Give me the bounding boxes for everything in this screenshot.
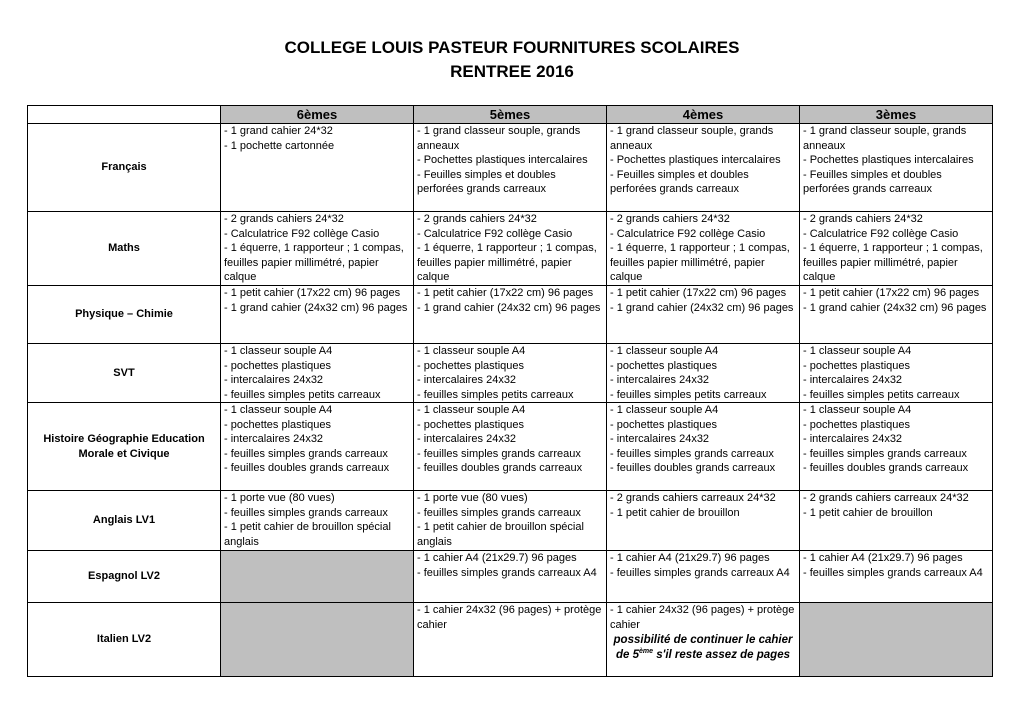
subject-cell: Anglais LV1 [28, 491, 221, 551]
supply-item: - 1 grand cahier (24x32 cm) 96 pages [610, 301, 794, 314]
supply-item: - 1 cahier A4 (21x29.7) 96 pages [417, 552, 577, 564]
supply-item: - feuilles simples grands carreaux [803, 447, 967, 460]
supply-item: - 1 équerre, 1 rapporteur ; 1 compas, feuilles papier millimétré, papier calque [417, 242, 597, 283]
supply-item: - pochettes plastiques [610, 418, 718, 431]
supply-item: - pochettes plastiques [803, 418, 911, 431]
supply-item: - 2 grands cahiers carreaux 24*32 [610, 492, 776, 504]
supplies-table [27, 105, 993, 677]
supply-item: - pochettes plastiques [610, 359, 718, 372]
supply-item: - feuilles simples grands carreaux [417, 447, 581, 460]
supply-cell-6emes [221, 344, 414, 403]
supply-item: - 1 classeur souple A4 [803, 345, 912, 357]
supply-cell-6emes [221, 124, 414, 212]
supply-cell-5emes [414, 491, 607, 551]
subject-cell: Espagnol LV2 [28, 551, 221, 603]
supply-cell-3emes [800, 286, 993, 344]
supply-cell-4emes [607, 551, 800, 603]
supply-item: - 1 classeur souple A4 [610, 404, 719, 416]
supply-item: - intercalaires 24x32 [417, 374, 517, 386]
supply-item: - pochettes plastiques [803, 359, 911, 372]
table-row [28, 344, 993, 403]
supply-item: - 1 pochette cartonnée [224, 139, 335, 152]
supply-item: - 1 cahier A4 (21x29.7) 96 pages [610, 552, 770, 564]
supply-item: - 1 classeur souple A4 [803, 404, 912, 416]
supply-item: - feuilles simples grands carreaux A4 [803, 566, 983, 579]
supply-item: - intercalaires 24x32 [610, 433, 710, 445]
supply-cell-4emes [607, 403, 800, 491]
supply-item: - 2 grands cahiers 24*32 [803, 213, 923, 225]
supply-item: - Feuilles simples et doubles perforées grands carreaux [417, 168, 556, 195]
supply-item: - 1 cahier A4 (21x29.7) 96 pages [803, 552, 963, 564]
supply-item: - Calculatrice F92 collège Casio [610, 227, 766, 240]
header-corner-cell [28, 106, 221, 124]
supply-item: - Pochettes plastiques intercalaires [610, 154, 781, 166]
supply-item: - 1 petit cahier (17x22 cm) 96 pages [417, 287, 594, 299]
supply-item: - feuilles doubles grands carreaux [224, 462, 390, 474]
note-text-before: possibilité de continuer le cahier de 5 [613, 634, 793, 661]
subject-cell: Physique – Chimie [28, 286, 221, 344]
supply-cell-3emes [800, 403, 993, 491]
supply-item: - Feuilles simples et doubles perforées grands carreaux [803, 168, 942, 195]
supply-cell-6emes [221, 212, 414, 286]
supply-cell-6emes [221, 403, 414, 491]
supply-item: - intercalaires 24x32 [224, 433, 324, 445]
supply-item: - feuilles doubles grands carreaux [417, 462, 583, 474]
table-row [28, 491, 993, 551]
supply-item: - 1 classeur souple A4 [224, 404, 333, 416]
supply-cell-3emes [800, 551, 993, 603]
supply-item: - feuilles simples grands carreaux [610, 447, 774, 460]
supply-cell-4emes [607, 124, 800, 212]
supply-item: - Feuilles simples et doubles perforées grands carreaux [610, 168, 749, 195]
supply-item: - 1 petit cahier (17x22 cm) 96 pages [224, 287, 401, 299]
supply-item: - 1 classeur souple A4 [417, 345, 526, 357]
supply-item: - pochettes plastiques [417, 418, 525, 431]
supply-item: - feuilles simples grands carreaux [417, 506, 581, 519]
supply-item: - 1 cahier 24x32 (96 pages) + protège cahier [417, 604, 602, 631]
supply-cell-5emes [414, 603, 607, 677]
note-superscript: ème [639, 648, 654, 656]
supply-item: - intercalaires 24x32 [224, 374, 324, 386]
supply-cell-6emes [221, 286, 414, 344]
subject-cell: Français [28, 124, 221, 212]
supply-item: - feuilles simples petits carreaux [224, 388, 381, 401]
supply-item: - 1 petit cahier (17x22 cm) 96 pages [803, 287, 980, 299]
supply-cell-4emes [607, 603, 800, 677]
supply-item: - pochettes plastiques [417, 359, 525, 372]
supply-item: - 1 porte vue (80 vues) [224, 492, 335, 504]
supply-item: - feuilles simples petits carreaux [610, 388, 767, 401]
supply-item: - intercalaires 24x32 [610, 374, 710, 386]
header-row [28, 106, 993, 124]
supply-item: - 1 équerre, 1 rapporteur ; 1 compas, feuilles papier millimétré, papier calque [224, 242, 404, 283]
continuation-note [610, 633, 796, 663]
supply-item: - 1 grand classeur souple, grands anneaux [417, 125, 581, 152]
level-header-4: 4èmes [607, 106, 800, 124]
supply-item: - intercalaires 24x32 [803, 374, 903, 386]
supply-item: - 1 équerre, 1 rapporteur ; 1 compas, feuilles papier millimétré, papier calque [610, 242, 790, 283]
table-row [28, 551, 993, 603]
supply-item: - 1 classeur souple A4 [417, 404, 526, 416]
supply-item: - 1 petit cahier de brouillon [803, 506, 933, 519]
title-line-2: RENTREE 2016 [450, 62, 574, 81]
level-header-6: 6èmes [221, 106, 414, 124]
supply-item: - 1 grand cahier (24x32 cm) 96 pages [417, 301, 601, 314]
supply-item: - feuilles simples grands carreaux A4 [417, 566, 597, 579]
supply-item: - 2 grands cahiers 24*32 [224, 213, 344, 225]
supply-item: - Calculatrice F92 collège Casio [417, 227, 573, 240]
supply-item: - 1 petit cahier de brouillon spécial anglais [224, 521, 391, 548]
supply-cell-3emes [800, 344, 993, 403]
supply-cell-3emes [800, 124, 993, 212]
supply-cell-4emes [607, 344, 800, 403]
supply-item: - 1 petit cahier (17x22 cm) 96 pages [610, 287, 787, 299]
title-line-1: COLLEGE LOUIS PASTEUR FOURNITURES SCOLAIRES [284, 38, 740, 57]
supply-item: - Pochettes plastiques intercalaires [803, 154, 974, 166]
supply-item: - feuilles simples petits carreaux [803, 388, 960, 401]
subject-cell: Histoire Géographie Education Morale et Civique [28, 403, 221, 491]
table-row [28, 124, 993, 212]
supply-cell-4emes [607, 212, 800, 286]
subject-cell: Maths [28, 212, 221, 286]
subject-cell: Italien LV2 [28, 603, 221, 677]
supply-item: - 2 grands cahiers 24*32 [417, 213, 537, 225]
supply-item: - 1 petit cahier de brouillon spécial anglais [417, 521, 584, 548]
supply-item: - feuilles simples petits carreaux [417, 388, 574, 401]
note-text-after: s'il reste assez de pages [653, 649, 790, 661]
supply-item: - feuilles simples grands carreaux [224, 447, 388, 460]
supply-item: - intercalaires 24x32 [803, 433, 903, 445]
supply-item: - 2 grands cahiers 24*32 [610, 213, 730, 225]
table-row [28, 603, 993, 677]
level-header-5: 5èmes [414, 106, 607, 124]
table-row [28, 212, 993, 286]
supply-cell-6emes [221, 603, 414, 677]
supply-item: - feuilles simples grands carreaux [224, 506, 388, 519]
supply-item: - feuilles doubles grands carreaux [610, 462, 776, 474]
subject-cell: SVT [28, 344, 221, 403]
supply-item: - 1 grand classeur souple, grands anneaux [803, 125, 967, 152]
supply-item: - Pochettes plastiques intercalaires [417, 154, 588, 166]
supply-cell-6emes [221, 551, 414, 603]
supply-item: - 1 grand classeur souple, grands anneaux [610, 125, 774, 152]
table-row [28, 403, 993, 491]
supply-item: - intercalaires 24x32 [417, 433, 517, 445]
table-row [28, 286, 993, 344]
supply-item: - feuilles doubles grands carreaux [803, 462, 969, 474]
supply-cell-5emes [414, 344, 607, 403]
supply-cell-5emes [414, 551, 607, 603]
supply-item: - 1 cahier 24x32 (96 pages) + protège cahier [610, 604, 795, 631]
supply-item: - 1 équerre, 1 rapporteur ; 1 compas, feuilles papier millimétré, papier calque [803, 242, 983, 283]
supply-item: - 1 classeur souple A4 [224, 345, 333, 357]
level-header-3: 3èmes [800, 106, 993, 124]
supply-item: - 1 grand cahier (24x32 cm) 96 pages [803, 301, 987, 314]
supply-cell-3emes [800, 491, 993, 551]
supply-cell-5emes [414, 124, 607, 212]
supply-cell-6emes [221, 491, 414, 551]
supply-item: - Calculatrice F92 collège Casio [803, 227, 959, 240]
supply-item: - 1 porte vue (80 vues) [417, 492, 528, 504]
supply-cell-5emes [414, 286, 607, 344]
supply-cell-5emes [414, 403, 607, 491]
supply-cell-3emes [800, 603, 993, 677]
supply-cell-3emes [800, 212, 993, 286]
supply-item: - feuilles simples grands carreaux A4 [610, 566, 790, 579]
supply-cell-4emes [607, 286, 800, 344]
supply-item: - pochettes plastiques [224, 359, 332, 372]
supply-item: - 1 classeur souple A4 [610, 345, 719, 357]
document-title [0, 36, 1024, 84]
table-body [28, 124, 993, 677]
supply-item: - Calculatrice F92 collège Casio [224, 227, 380, 240]
supply-cell-4emes [607, 491, 800, 551]
supply-item: - pochettes plastiques [224, 418, 332, 431]
supply-item: - 1 grand cahier (24x32 cm) 96 pages [224, 301, 408, 314]
supply-item: - 1 petit cahier de brouillon [610, 506, 740, 519]
supply-item: - 2 grands cahiers carreaux 24*32 [803, 492, 969, 504]
supply-cell-5emes [414, 212, 607, 286]
supply-item: - 1 grand cahier 24*32 [224, 125, 333, 137]
